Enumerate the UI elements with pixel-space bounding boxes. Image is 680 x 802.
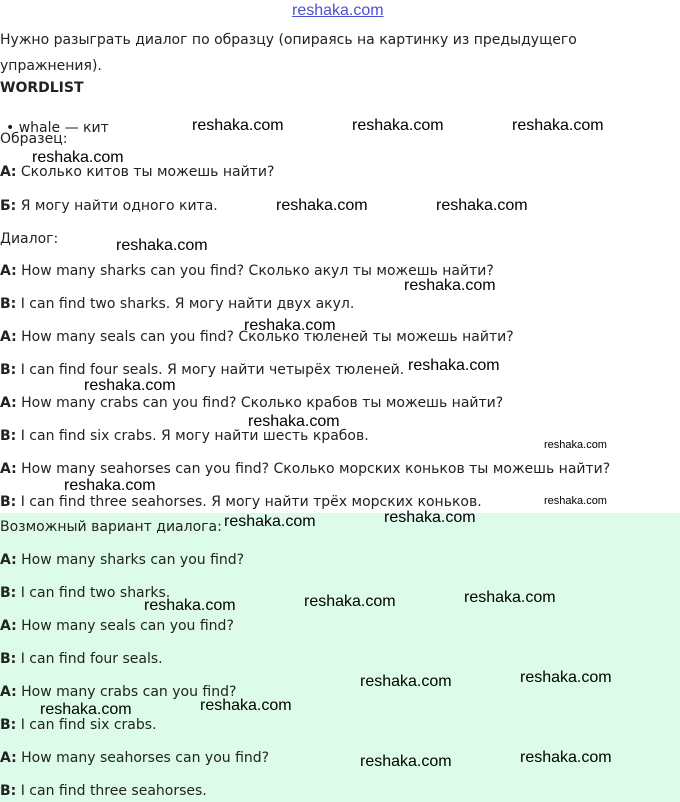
speaker-label: А: bbox=[0, 164, 17, 180]
dialog-heading: Диалог: bbox=[0, 231, 59, 247]
watermark: reshaka.com bbox=[464, 589, 556, 606]
variant-line bbox=[0, 617, 234, 635]
watermark: reshaka.com bbox=[32, 149, 124, 166]
line-text: I can find two sharks. Я могу найти двух акул. bbox=[16, 296, 355, 312]
line-text: How many seahorses can you find? Сколько морских коньков ты можешь найти? bbox=[16, 461, 611, 477]
line-text: How many sharks can you find? bbox=[16, 552, 245, 568]
watermark: reshaka.com bbox=[64, 477, 156, 494]
speaker-label: B: bbox=[0, 717, 17, 733]
watermark: reshaka.com bbox=[360, 673, 452, 690]
watermark: reshaka.com bbox=[384, 509, 476, 526]
watermark: reshaka.com bbox=[40, 701, 132, 718]
speaker-label: A: bbox=[0, 263, 17, 279]
dialog-line bbox=[0, 460, 610, 478]
speaker-label: A: bbox=[0, 684, 17, 700]
wordlist-heading: WORDLIST bbox=[0, 80, 84, 96]
variant-heading: Возможный вариант диалога: bbox=[0, 519, 222, 535]
speaker-label: B: bbox=[0, 362, 17, 378]
line-text: I can find six crabs. bbox=[16, 717, 157, 733]
task-instruction: Нужно разыграть диалог по образцу (опираясь на картинку из предыдущего упражнения). bbox=[0, 32, 577, 74]
watermark: reshaka.com bbox=[116, 237, 208, 254]
speaker-label: B: bbox=[0, 651, 17, 667]
watermark: reshaka.com bbox=[200, 697, 292, 714]
speaker-label: B: bbox=[0, 428, 17, 444]
line-text: Сколько китов ты можешь найти? bbox=[16, 164, 275, 180]
line-text: Я могу найти одного кита. bbox=[16, 198, 218, 214]
watermark: reshaka.com bbox=[520, 669, 612, 686]
line-text: How many sharks can you find? Сколько акул ты можешь найти? bbox=[16, 263, 494, 279]
variant-line bbox=[0, 650, 163, 668]
line-text: I can find four seals. bbox=[16, 651, 163, 667]
dialog-line bbox=[0, 394, 503, 412]
variant-line bbox=[0, 782, 207, 800]
line-text: I can find six crabs. Я могу найти шесть крабов. bbox=[16, 428, 369, 444]
watermark: reshaka.com bbox=[352, 117, 444, 134]
speaker-label: A: bbox=[0, 750, 17, 766]
speaker-label: A: bbox=[0, 329, 17, 345]
watermark: reshaka.com bbox=[408, 357, 500, 374]
line-text: I can find three seahorses. Я могу найти трёх морских коньков. bbox=[16, 494, 482, 510]
line-text: How many seals can you find? Сколько тюленей ты можешь найти? bbox=[16, 329, 514, 345]
variant-line bbox=[0, 551, 244, 569]
line-text: How many seahorses can you find? bbox=[16, 750, 270, 766]
watermark: reshaka.com bbox=[544, 495, 607, 507]
watermark: reshaka.com bbox=[248, 413, 340, 430]
speaker-label: B: bbox=[0, 296, 17, 312]
watermark: reshaka.com bbox=[192, 117, 284, 134]
variant-line bbox=[0, 749, 269, 767]
wordlist-item-text: • whale — кит bbox=[6, 120, 109, 136]
speaker-label: Б: bbox=[0, 198, 17, 214]
watermark: reshaka.com bbox=[520, 749, 612, 766]
dialog-line bbox=[0, 361, 404, 379]
watermark: reshaka.com bbox=[512, 117, 604, 134]
speaker-label: A: bbox=[0, 395, 17, 411]
watermark: reshaka.com bbox=[276, 197, 368, 214]
speaker-label: A: bbox=[0, 552, 17, 568]
wordlist-item bbox=[6, 119, 109, 136]
watermark: reshaka.com bbox=[404, 277, 496, 294]
line-text: I can find three seahorses. bbox=[16, 783, 207, 799]
speaker-label: B: bbox=[0, 585, 17, 601]
line-text: I can find two sharks. bbox=[16, 585, 171, 601]
watermark: reshaka.com bbox=[224, 513, 316, 530]
watermark: reshaka.com bbox=[304, 593, 396, 610]
line-text: How many seals can you find? bbox=[16, 618, 234, 634]
watermark-top-link[interactable]: reshaka.com bbox=[292, 2, 384, 19]
speaker-label: A: bbox=[0, 461, 17, 477]
watermark: reshaka.com bbox=[244, 317, 336, 334]
speaker-label: A: bbox=[0, 618, 17, 634]
line-text: I can find four seals. Я могу найти четырёх тюленей. bbox=[16, 362, 405, 378]
watermark: reshaka.com bbox=[436, 197, 528, 214]
line-text: How many crabs can you find? bbox=[16, 684, 237, 700]
sample-heading: Образец: bbox=[0, 131, 68, 147]
speaker-label: B: bbox=[0, 783, 17, 799]
dialog-line bbox=[0, 295, 354, 313]
speaker-label: B: bbox=[0, 494, 17, 510]
line-text: How many crabs can you find? Сколько крабов ты можешь найти? bbox=[16, 395, 504, 411]
watermark: reshaka.com bbox=[144, 597, 236, 614]
watermark: reshaka.com bbox=[84, 377, 176, 394]
watermark: reshaka.com bbox=[360, 753, 452, 770]
watermark: reshaka.com bbox=[544, 439, 607, 451]
sample-line bbox=[0, 197, 218, 215]
